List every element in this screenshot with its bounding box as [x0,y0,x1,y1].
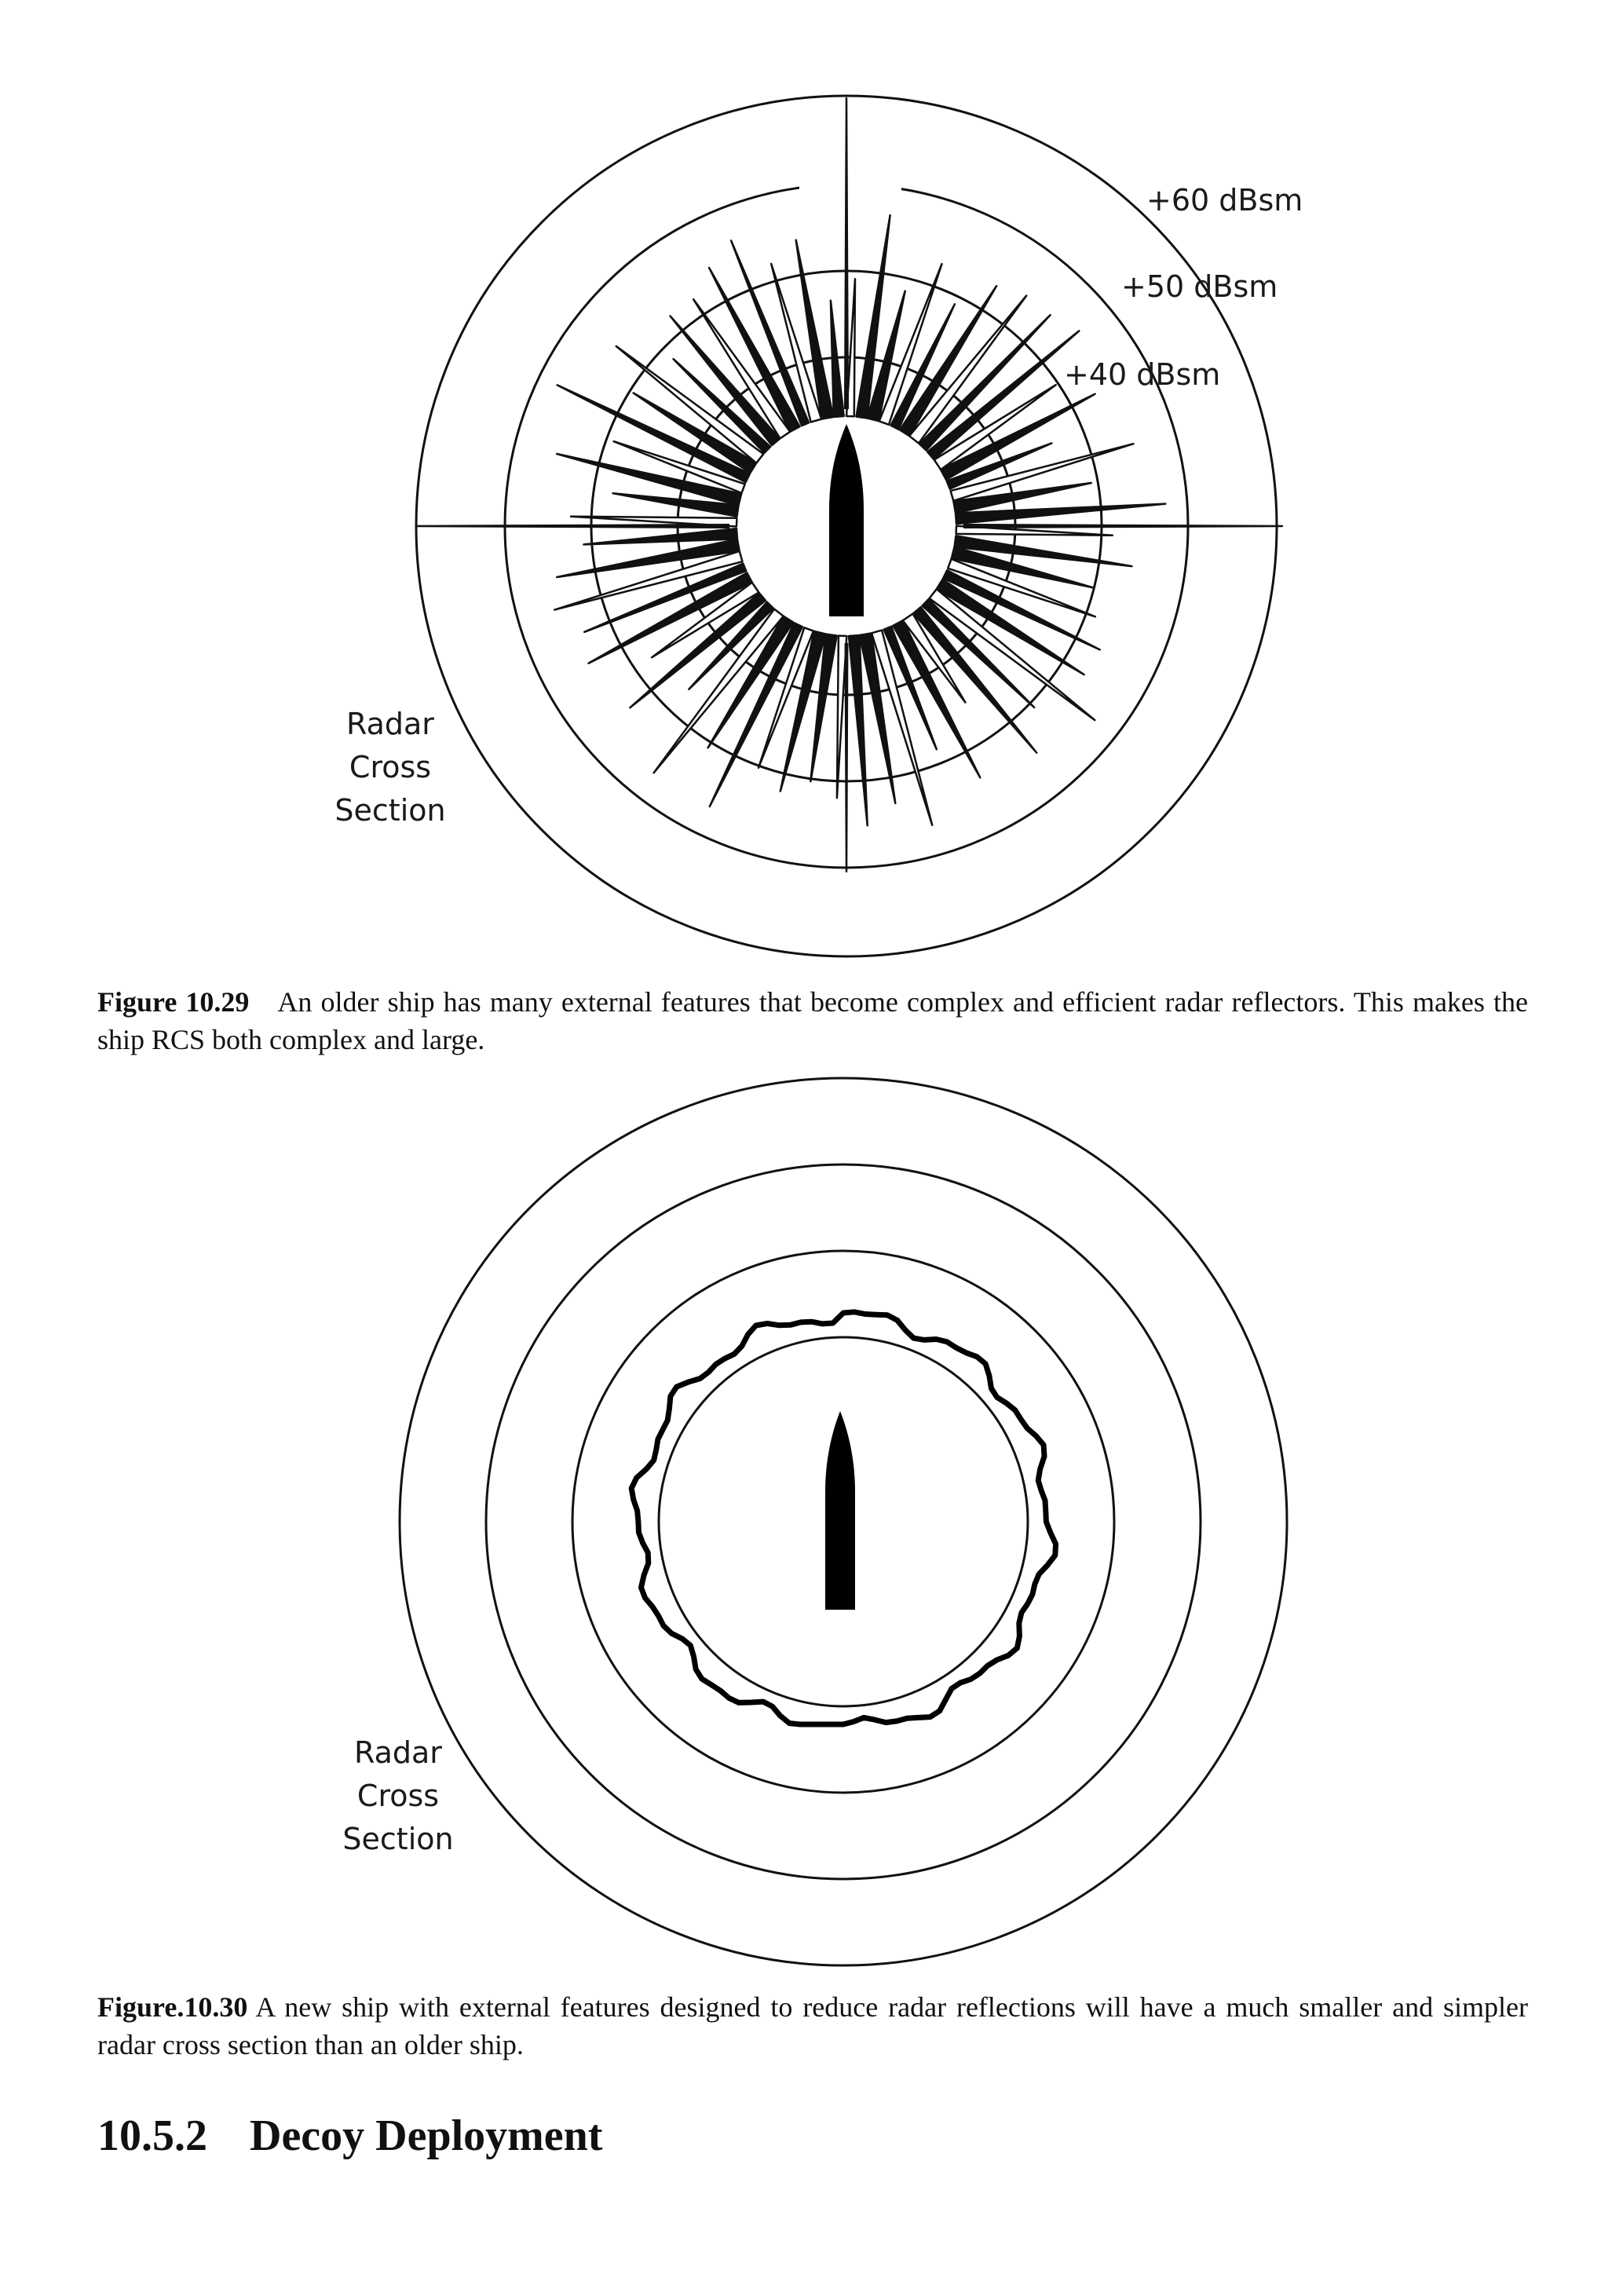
caption-text: An older ship has many external features that become complex and efficient radar reflectors. This makes the ship RCS both complex and large. [97,986,1528,1055]
rcs-lobe [831,301,844,417]
rcs-major-lobe [964,525,1282,528]
figure-10-30-rcs-new-ship [0,1052,1623,1979]
ship-silhouette-icon [829,424,864,616]
rcs-major-lobe [846,644,847,872]
side-label-line-3: Section [334,793,446,828]
figure-10-30-caption [97,1988,1528,2064]
ring-label-50: +50 dBsm [1121,269,1278,304]
figure-10-29-rcs-older-ship [0,0,1623,982]
rcs-lobe [923,599,1035,707]
section-heading [97,2111,602,2161]
side-label-line-2: Cross [349,750,432,784]
ring-label-60: +60 dBsm [1146,183,1303,218]
side-label-line-3: Section [342,1822,454,1856]
ship-silhouette-icon [825,1411,855,1610]
rcs-major-lobe [845,98,848,408]
side-label-line-2: Cross [356,1779,440,1813]
rcs-lobe [796,240,834,419]
rcs-lobe [583,528,737,544]
side-label-line-1: Radar [354,1735,442,1770]
figure-10-29-caption [97,983,1528,1058]
figure-label: Figure 10.29 [97,986,250,1018]
rcs-lobe [849,635,868,825]
section-title: Decoy Deployment [250,2111,603,2160]
section-number: 10.5.2 [97,2111,207,2160]
rcs-major-lobe [416,525,729,528]
side-label-line-1: Radar [346,707,434,741]
figure-label: Figure.10.30 [97,1991,248,2023]
caption-text: A new ship with external features designed to reduce radar reflections will have a much smaller and simpler radar cross section than an older ship. [97,1991,1528,2060]
ring-label-40: +40 dBsm [1064,357,1221,392]
